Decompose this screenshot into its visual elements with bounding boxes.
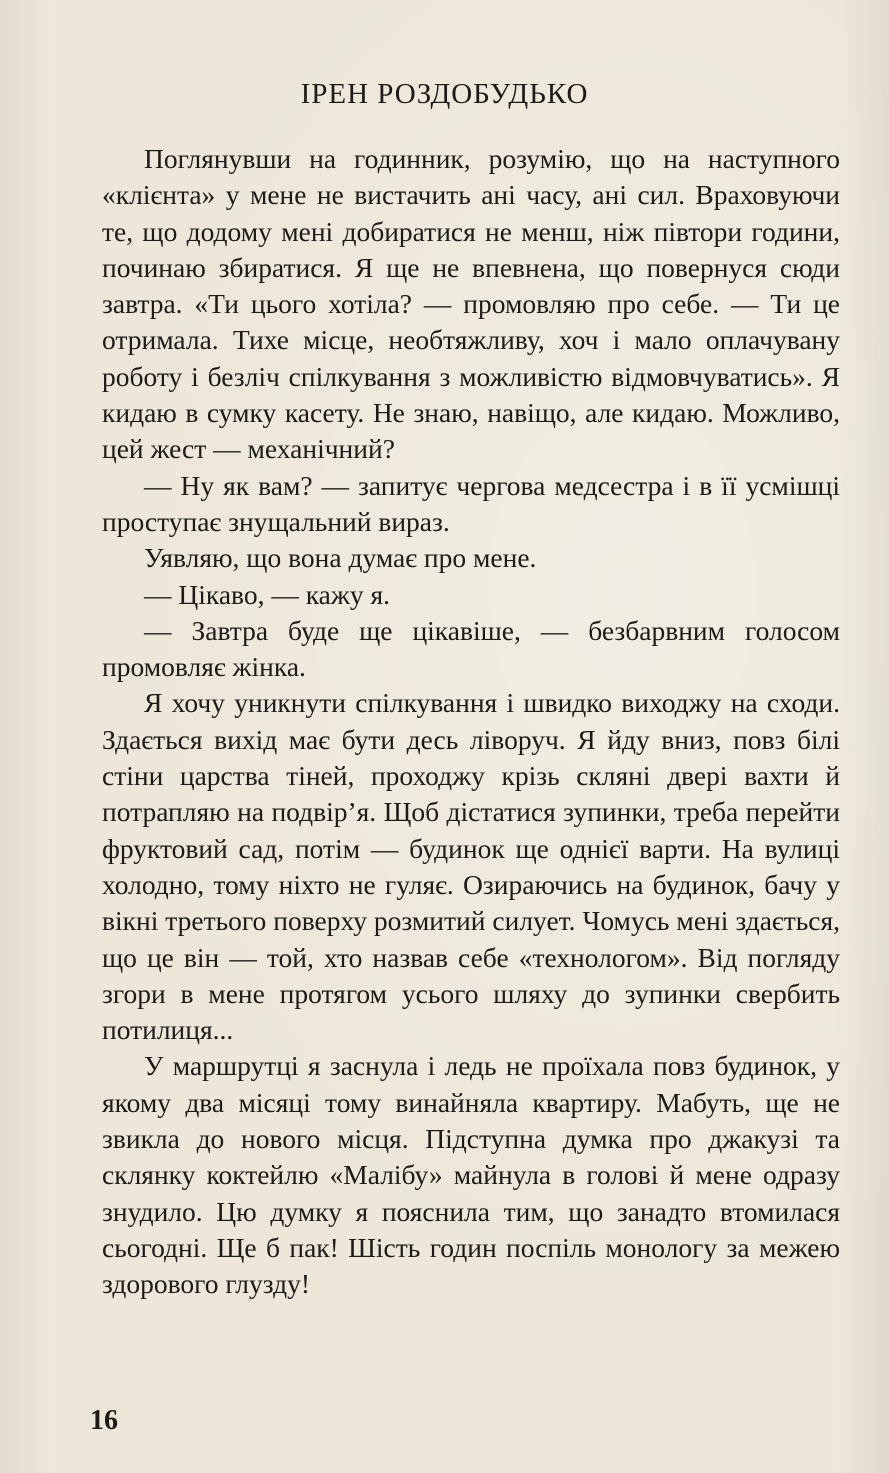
page-number: 16 (90, 1405, 118, 1436)
running-head: ІРЕН РОЗДОБУДЬКО (300, 78, 589, 110)
paragraph: — Цікаво, — кажу я. (144, 578, 390, 610)
body-text (102, 141, 840, 1303)
paragraph: Я хочу уникнути спілкування і швидко виходжу на сходи. Здається вихід має бути десь ліворуч. Я йду вниз, повз білі стіни царства тіней, проходжу крізь скляні двері вахти й потрапляю на подвір’я. Щоб дістатися зупинки, треба перейти фруктовий сад, потім — будинок ще однієї варти. На вулиці холодно, тому ніхто не гуляє. Озираючись на будинок, бачу у вікні третього поверху розмитий силует. Чомусь мені здається, що це він — той, хто назвав себе «технологом». Від погляду згори в мене протягом усього шляху до зупинки свербить потилиця... (102, 687, 840, 1046)
paragraph: Уявляю, що вона думає про мене. (144, 542, 537, 574)
paragraph: — Ну як вам? — запитує чергова медсестра і в її усмішці проступає знущальний вираз. (102, 469, 840, 537)
paragraph: — Завтра буде ще цікавіше, — безбарвним голосом промовляє жінка. (102, 614, 840, 683)
paragraph: У маршрутці я заснула і ледь не проїхала повз будинок, у якому два місяці тому винайняла квартиру. Мабуть, ще не звикла до нового місця. Підступна думка про джакузі та склянку коктейлю «Малібу» майнула в голові й мене одразу знудило. Цю думку я пояснила тим, що занадто втомилася сьогодні. Ще б пак! Шість годин поспіль монологу за межею здорового глузду! (102, 1050, 840, 1300)
paragraph: Поглянувши на годинник, розумію, що на наступного «клієнта» у мене не вистачить ані часу, ані сил. Враховуючи те, що додому мені добиратися не менш, ніж півтори години, починаю збиратися. Я ще не впевнена, що повернуся сюди завтра. «Ти цього хотіла? — промовляю про себе. — Ти це отримала. Тихе місце, необтяжливу, хоч і мало оплачувану роботу і безліч спілкування з можливістю відмовчуватись». Я кидаю в сумку касету. Не знаю, навіщо, але кидаю. Можливо, цей жест — механічний? (102, 143, 840, 465)
